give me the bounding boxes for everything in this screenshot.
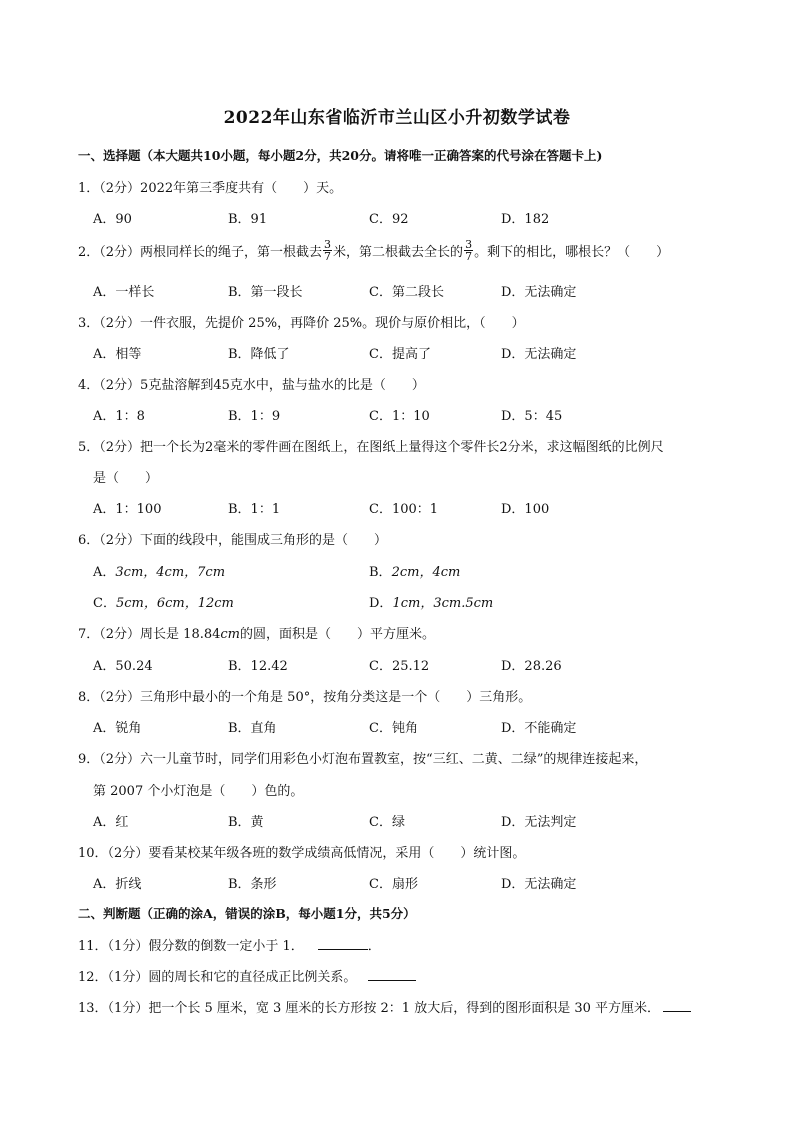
q2-option-a: A．一样长 (93, 285, 155, 300)
question-6: 6．（2分）下面的线段中，能围成三角形的是（ ） (78, 533, 388, 548)
q6-option-c-label: C． (93, 596, 116, 611)
q1-option-c: C．92 (369, 212, 409, 227)
q6-option-c-value: 5cm，6cm，12cm (115, 596, 234, 611)
q7-option-a: A．50.24 (93, 659, 153, 674)
q8-option-b: B．直角 (228, 721, 277, 736)
question-9-line-1: 9．（2分）六一儿童节时，同学们用彩色小灯泡布置教室，按“三红、二黄、二绿”的规律连接起来， (78, 752, 648, 767)
question-13 (78, 997, 691, 1016)
q5-option-d: D．100 (501, 502, 550, 517)
q6-option-d-value: 1cm，3cm.5cm (392, 596, 494, 611)
question-1: 1．（2分）2022年第三季度共有（ ）天。 (78, 181, 343, 196)
q7-option-d: D．28.26 (501, 659, 562, 674)
q2-fraction-2-numerator: 3 (465, 238, 473, 251)
q6-option-a-label: A． (93, 565, 116, 580)
q8-option-c: C．钝角 (369, 721, 418, 736)
q2-option-c: C．第二段长 (369, 285, 444, 300)
question-2 (78, 238, 670, 264)
q7-option-c: C．25.12 (369, 659, 430, 674)
q2-option-d: D．无法确定 (501, 285, 577, 300)
q6-option-d-label: D． (369, 596, 393, 611)
q2-text-part3: 。剩下的相比，哪根长？（ ） (474, 245, 670, 260)
question-12 (78, 966, 416, 985)
question-11 (78, 935, 381, 954)
section-heading-choice: 一、选择题（本大题共10小题，每小题2分，共20分。请将唯一正确答案的代号涂在答题卡上) (78, 148, 603, 163)
q7-text-part2: 的圆，面积是（ ）平方厘米。 (240, 627, 436, 642)
q1-option-b: B．91 (228, 212, 268, 227)
q4-option-c: C．1：10 (369, 409, 430, 424)
q7-unit: cm (220, 627, 241, 642)
question-5-line-1: 5．（2分）把一个长为2毫米的零件画在图纸上，在图纸上量得这个零件长2分米，求这幅图纸的比例尺 (78, 440, 664, 455)
q5-option-b: B．1：1 (228, 502, 281, 517)
q2-fraction-1-numerator: 3 (324, 238, 332, 251)
q11-text: 11．（1分）假分数的倒数一定小于 1． (78, 939, 304, 954)
q6-option-a-value: 3cm，4cm，7cm (115, 565, 226, 580)
question-3: 3．（2分）一件衣服，先提价 25%，再降价 25%。现价与原价相比，（ ） (78, 316, 525, 331)
q12-text: 12．（1分）圆的周长和它的直径成正比例关系。 (78, 970, 357, 985)
question-5-line-2: 是（ ） (93, 471, 159, 486)
q2-fraction-2-denominator: 7 (465, 250, 473, 263)
q10-option-a: A．折线 (93, 877, 142, 892)
q4-option-b: B．1：9 (228, 409, 281, 424)
q10-option-d: D．无法确定 (501, 877, 577, 892)
q5-option-a: A．1：100 (93, 502, 162, 517)
q10-option-c: C．扇形 (369, 877, 418, 892)
q13-answer-blank[interactable] (663, 999, 691, 1012)
q2-fraction-1-denominator: 7 (324, 250, 332, 263)
q9-option-c: C．绿 (369, 815, 405, 830)
question-7 (78, 623, 435, 642)
q6-option-c (93, 592, 234, 611)
q3-option-d: D．无法确定 (501, 347, 577, 362)
q8-option-d: D．不能确定 (501, 721, 577, 736)
q11-end-mark: ． (367, 939, 381, 954)
q7-option-b: B．12.42 (228, 659, 288, 674)
q9-option-a: A．红 (93, 815, 129, 830)
q1-option-d: D．182 (501, 212, 550, 227)
question-4: 4．（2分）5克盐溶解到45克水中，盐与盐水的比是（ ） (78, 378, 425, 393)
q7-text-part1: 7．（2分）周长是 18.84 (78, 627, 221, 642)
question-8: 8．（2分）三角形中最小的一个角是 50°，按角分类这是一个（ ）三角形。 (78, 690, 532, 705)
q4-option-d: D．5：45 (501, 409, 563, 424)
q10-option-b: B．条形 (228, 877, 277, 892)
q4-option-a: A．1：8 (93, 409, 145, 424)
section-heading-judgement: 二、判断题（正确的涂A，错误的涂B，每小题1分，共5分） (78, 906, 416, 921)
q11-answer-blank[interactable] (318, 937, 368, 950)
page-title: 2022年山东省临沂市兰山区小升初数学试卷 (223, 108, 571, 128)
q13-text: 13．（1分）把一个长 5 厘米，宽 3 厘米的长方形按 2：1 放大后，得到的图形面积是 30 平方厘米． (78, 1001, 660, 1016)
q8-option-a: A．锐角 (93, 721, 142, 736)
question-10: 10．（2分）要看某校某年级各班的数学成绩高低情况，采用（ ）统计图。 (78, 846, 526, 861)
q2-text-part2: 米，第二根截去全长的 (333, 245, 464, 260)
q6-option-b-value: 2cm，4cm (391, 565, 461, 580)
q6-option-b (369, 561, 460, 580)
q3-option-b: B．降低了 (228, 347, 290, 362)
q9-option-b: B．黄 (228, 815, 264, 830)
q2-fraction-2 (464, 239, 473, 262)
q2-option-b: B．第一段长 (228, 285, 303, 300)
q9-option-d: D．无法判定 (501, 815, 577, 830)
q6-option-a (93, 561, 225, 580)
q6-option-d (369, 592, 493, 611)
q2-fraction-1 (323, 239, 332, 262)
q3-option-c: C．提高了 (369, 347, 431, 362)
q12-answer-blank[interactable] (368, 968, 416, 981)
q1-option-a: A．90 (93, 212, 132, 227)
question-9-line-2: 第 2007 个小灯泡是（ ）色的。 (93, 784, 304, 799)
q6-option-b-label: B． (369, 565, 392, 580)
q2-text-part1: 2．（2分）两根同样长的绳子，第一根截去 (78, 245, 323, 260)
q5-option-c: C．100：1 (369, 502, 439, 517)
q3-option-a: A．相等 (93, 347, 142, 362)
